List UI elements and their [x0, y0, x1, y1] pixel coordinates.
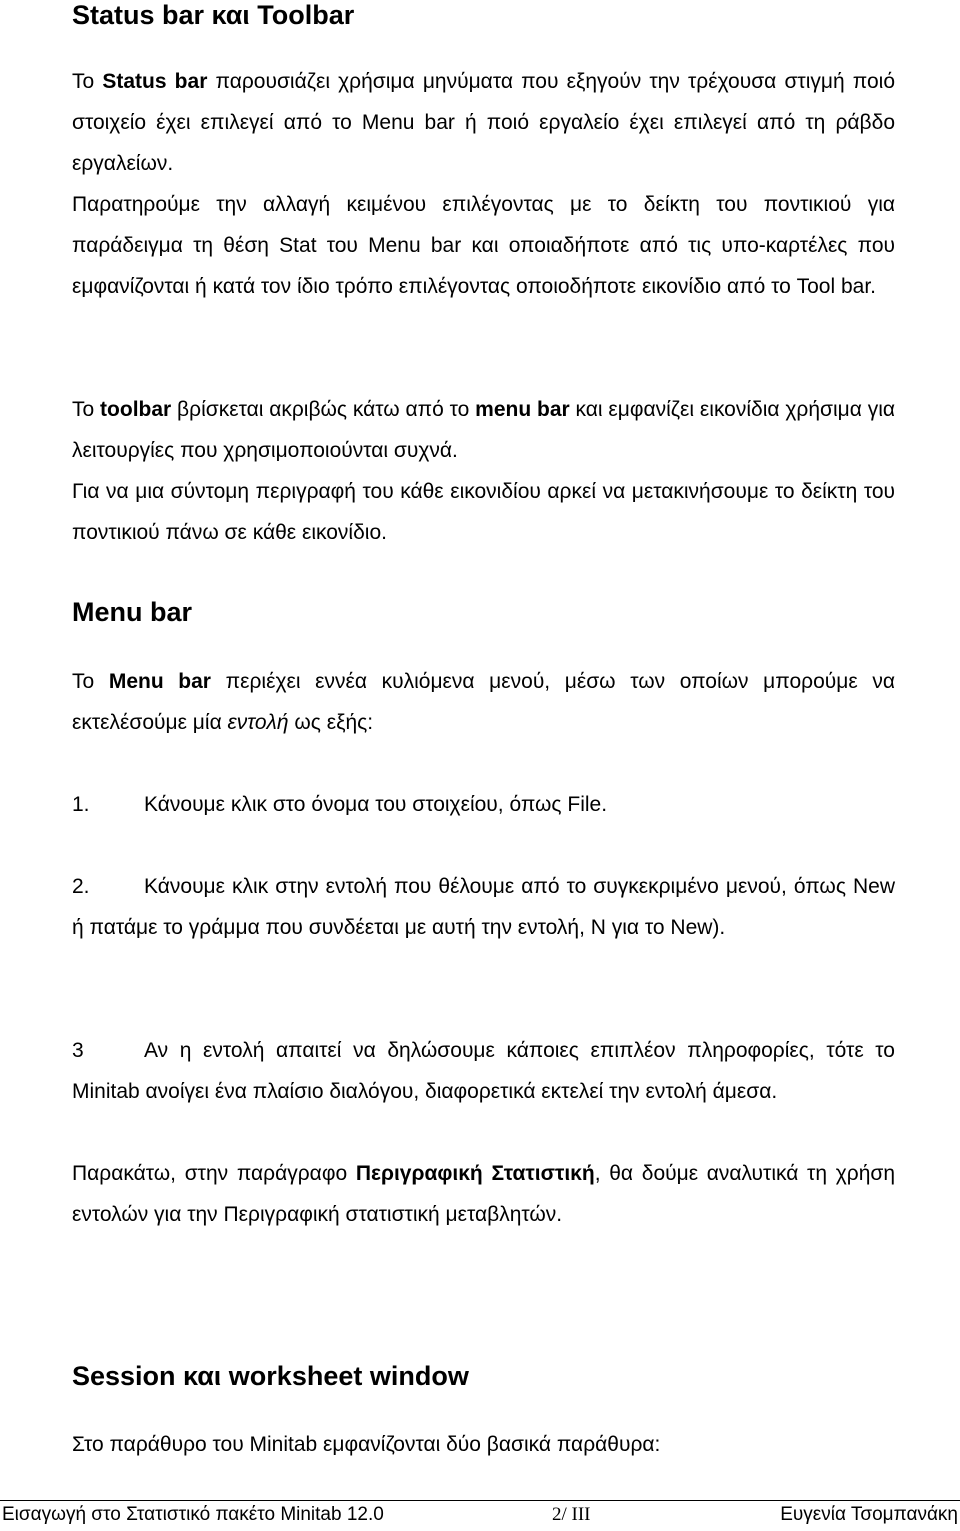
step-2	[72, 866, 895, 948]
heading-session-worksheet: Session και worksheet window	[72, 1361, 469, 1391]
paragraph-menu-bar-intro: Το Menu bar περιέχει εννέα κυλιόμενα μενού, μέσω των οποίων μπορούμε να εκτελέσούμε μία εντολή ως εξής:	[72, 670, 895, 734]
footer-title: Εισαγωγή στο Στατιστικό πακέτο Minitab 12.0	[2, 1504, 384, 1525]
step-number: 3	[72, 1039, 84, 1062]
paragraph-descriptive-stats: Παρακάτω, στην παράγραφο Περιγραφική Στατιστική, θα δούμε αναλυτικά τη χρήση εντολών για την Περιγραφική στατιστική μεταβλητών.	[72, 1162, 896, 1226]
footer-page-number: 2/ ΙΙΙ	[552, 1504, 591, 1525]
heading-menu-bar: Menu bar	[72, 597, 193, 627]
step-text: Κάνουμε κλικ στο όνομα του στοιχείου, όπως File.	[144, 793, 608, 816]
step-number: 2.	[72, 875, 90, 898]
step-3	[72, 1030, 895, 1112]
paragraph-observe-change: Παρατηρούμε την αλλαγή κειμένου επιλέγοντας με το δείκτη του ποντικιού για παράδειγμα τη θέση Stat του Menu bar και οποιαδήποτε από τις υπο-καρτέλες που εμφανίζονται ή κατά τον ίδιο τρόπο επιλέγοντας οποιοδήποτε εικονίδιο από το Tool bar.	[72, 193, 895, 298]
term-descriptive-statistics: Περιγραφική Στατιστική	[355, 1162, 595, 1185]
term-command: εντολή	[227, 711, 289, 734]
term-toolbar: toolbar	[100, 398, 172, 421]
term-status-bar: Status bar	[102, 70, 208, 93]
paragraph-icon-description: Για να μια σύντομη περιγραφή του κάθε εικονιδίου αρκεί να μετακινήσουμε το δείκτη του ποντικιού πάνω σε κάθε εικονίδιο.	[72, 480, 895, 544]
footer-author: Ευγενία Τσομπανάκη	[780, 1504, 958, 1525]
step-number: 1.	[72, 793, 90, 816]
step-text: Αν η εντολή απαιτεί να δηλώσουμε κάποιες επιπλέον πληροφορίες, τότε το Minitab ανοίγει ένα πλαίσιο διαλόγου, διαφορετικά εκτελεί την εντολή άμεσα.	[72, 1039, 895, 1103]
term-menu-bar: menu bar	[475, 398, 570, 421]
step-text: Κάνουμε κλικ στην εντολή που θέλουμε από το συγκεκριμένο μενού, όπως New ή πατάμε το γράμμα που συνδέεται με αυτή την εντολή, N για το New).	[72, 875, 895, 939]
step-1	[72, 784, 895, 825]
term-menu-bar-2: Menu bar	[108, 670, 211, 693]
paragraph-toolbar: Το toolbar βρίσκεται ακριβώς κάτω από το menu bar και εμφανίζει εικονίδια χρήσιμα για λειτουργίες που χρησιμοποιούνται συχνά.	[72, 398, 896, 462]
heading-status-toolbar: Status bar και Toolbar	[72, 0, 355, 30]
page-footer	[0, 1500, 960, 1529]
paragraph-session-intro: Στο παράθυρο του Minitab εμφανίζονται δύο βασικά παράθυρα:	[72, 1433, 661, 1456]
paragraph-status-bar: Το Status bar παρουσιάζει χρήσιμα μηνύματα που εξηγούν την τρέχουσα στιγμή ποιό στοιχείο έχει επιλεγεί από το Menu bar ή ποιό εργαλείο έχει επιλεγεί από τη ράβδο εργαλείων.	[72, 70, 896, 175]
